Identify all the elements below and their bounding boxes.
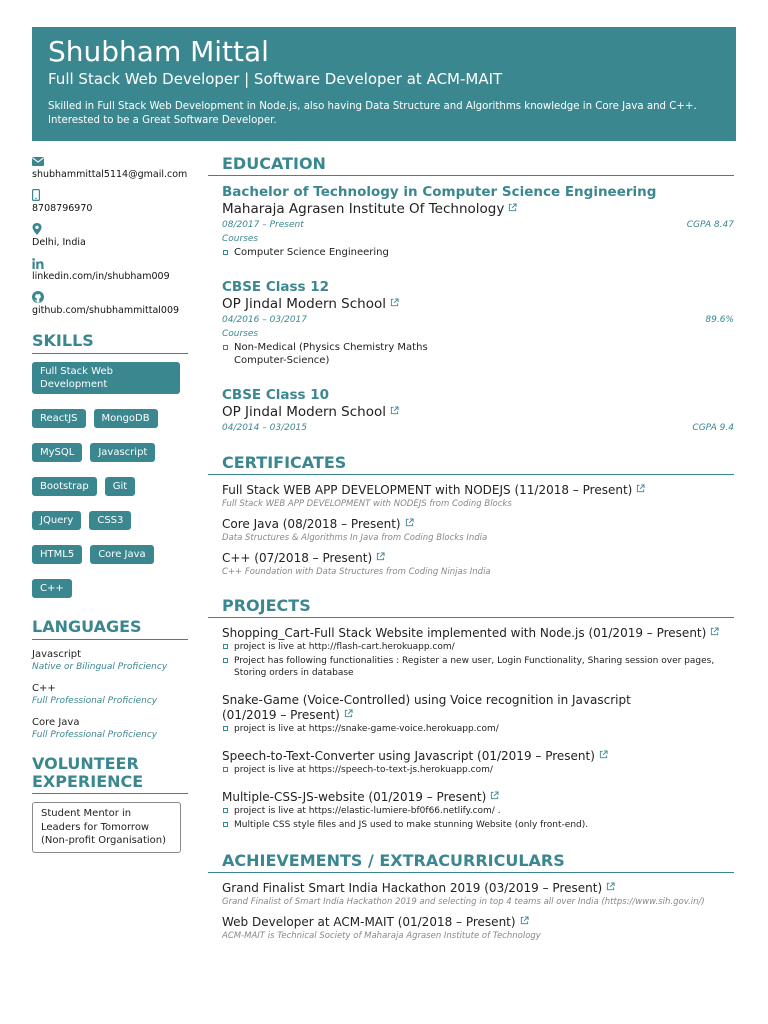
language-level: Full Professional Proficiency xyxy=(32,696,158,706)
skill-tag: MongoDB xyxy=(94,409,158,428)
achievement-item xyxy=(222,881,734,908)
certificate-subtitle: Full Stack WEB APP DEVELOPMENT with NODEJS from Coding Blocks xyxy=(222,499,512,509)
language-item xyxy=(32,716,188,741)
education-score: 89.6% xyxy=(705,315,734,325)
achievements-heading: ACHIEVEMENTS / EXTRACURRICULARS xyxy=(208,851,734,873)
email-text: shubhammittal5114@gmail.com xyxy=(32,169,188,180)
project-title[interactable]: Snake-Game (Voice-Controlled) using Voice recognition in Javascript (01/2019 – Present) xyxy=(222,693,631,722)
achievement-subtitle: Grand Finalist of Smart India Hackathon 2019 and selecting in top 4 teams all over India (https://www.sih.gov.in/) xyxy=(222,897,705,907)
github-text: github.com/shubhammittal009 xyxy=(32,305,180,316)
certificate-item xyxy=(222,517,734,544)
project-item xyxy=(222,626,734,679)
candidate-tagline: Full Stack Web Developer | Software Developer at ACM-MAIT xyxy=(48,70,503,88)
education-meta xyxy=(222,218,734,232)
skill-tag: Full Stack Web Development xyxy=(32,362,180,394)
certificates-heading: CERTIFICATES xyxy=(208,453,734,475)
external-link-icon[interactable] xyxy=(599,750,608,759)
left-column xyxy=(32,154,188,853)
certificate-title[interactable]: Full Stack WEB APP DEVELOPMENT with NODEJS (11/2018 – Present) xyxy=(222,483,734,498)
institute-name[interactable]: Maharaja Agrasen Institute Of Technology xyxy=(222,201,734,218)
course-item: Computer Science Engineering xyxy=(222,246,734,259)
education-item xyxy=(222,279,734,367)
resume-header xyxy=(32,27,736,141)
volunteer-item: Student Mentor in Leaders for Tomorrow (Non-profit Organisation) xyxy=(32,802,181,853)
project-item xyxy=(222,790,734,831)
courses-label: Courses xyxy=(222,234,259,244)
project-bullet: Multiple CSS style files and JS used to make stunning Website (only front-end). xyxy=(222,819,734,831)
contact-location xyxy=(32,222,188,249)
degree-title: CBSE Class 12 xyxy=(222,279,330,295)
certificate-title[interactable]: C++ (07/2018 – Present) xyxy=(222,551,734,566)
language-level: Full Professional Proficiency xyxy=(32,730,158,740)
projects-heading: PROJECTS xyxy=(208,596,734,618)
language-name: Javascript xyxy=(32,649,81,660)
education-score: CGPA 9.4 xyxy=(692,423,734,433)
institute-name[interactable]: OP Jindal Modern School xyxy=(222,296,734,313)
external-link-icon[interactable] xyxy=(390,298,399,307)
achievement-subtitle: ACM-MAIT is Technical Society of Maharaja Agrasen Institute of Technology xyxy=(222,931,541,941)
skill-tag: MySQL xyxy=(32,443,82,462)
email-icon xyxy=(32,154,188,168)
project-bullet: project is live at https://elastic-lumiere-bf0f66.netlify.com/ . xyxy=(222,805,734,817)
skill-tag: Javascript xyxy=(90,443,155,462)
project-title[interactable]: Multiple-CSS-JS-website (01/2019 – Present) xyxy=(222,790,734,805)
achievement-item xyxy=(222,915,734,942)
language-item xyxy=(32,682,188,707)
education-meta xyxy=(222,421,734,435)
project-bullet: Project has following functionalities : Register a new user, Login Functionality, Sharing session over pages, Storing orders in database xyxy=(222,655,734,679)
education-dates: 08/2017 – Present xyxy=(222,220,304,230)
skill-tag: CSS3 xyxy=(89,511,131,530)
language-item xyxy=(32,648,188,673)
external-link-icon[interactable] xyxy=(710,627,719,636)
candidate-summary: Skilled in Full Stack Web Development in Node.js, also having Data Structure and Algorithms knowledge in Core Java and C++. Interested to be a Great Software Developer. xyxy=(48,101,697,126)
language-name: C++ xyxy=(32,683,56,694)
certificate-item xyxy=(222,483,734,510)
phone-icon xyxy=(32,188,188,202)
institute-name[interactable]: OP Jindal Modern School xyxy=(222,404,734,421)
external-link-icon[interactable] xyxy=(490,791,499,800)
education-dates: 04/2014 – 03/2015 xyxy=(222,423,307,433)
external-link-icon[interactable] xyxy=(405,518,414,527)
skill-tag: Git xyxy=(105,477,135,496)
external-link-icon[interactable] xyxy=(376,552,385,561)
github-icon xyxy=(32,290,188,304)
language-name: Core Java xyxy=(32,717,80,728)
linkedin-text: linkedin.com/in/shubham009 xyxy=(32,271,170,282)
bullet-square-icon xyxy=(223,767,228,772)
bullet-square-icon xyxy=(223,644,228,649)
skill-tag: HTML5 xyxy=(32,545,82,564)
external-link-icon[interactable] xyxy=(606,882,615,891)
education-item xyxy=(222,184,734,259)
external-link-icon[interactable] xyxy=(390,406,399,415)
courses-label: Courses xyxy=(222,329,259,339)
location-text: Delhi, India xyxy=(32,237,86,248)
skill-tag: JQuery xyxy=(32,511,81,530)
certificate-subtitle: Data Structures & Algorithms In Java from Coding Blocks India xyxy=(222,533,488,543)
phone-text: 8708796970 xyxy=(32,203,93,214)
degree-title: CBSE Class 10 xyxy=(222,387,330,403)
external-link-icon[interactable] xyxy=(344,709,353,718)
bullet-square-icon xyxy=(223,345,228,350)
education-score: CGPA 8.47 xyxy=(686,220,734,230)
degree-title: Bachelor of Technology in Computer Science Engineering xyxy=(222,184,657,200)
contact-github[interactable] xyxy=(32,290,188,317)
skill-tag: ReactJS xyxy=(32,409,86,428)
achievement-title[interactable]: Web Developer at ACM-MAIT (01/2018 – Present) xyxy=(222,915,734,930)
volunteer-heading: VOLUNTEER EXPERIENCE xyxy=(32,755,188,794)
education-heading: EDUCATION xyxy=(208,154,734,176)
certificate-title[interactable]: Core Java (08/2018 – Present) xyxy=(222,517,734,532)
skill-tag: C++ xyxy=(32,579,72,598)
project-bullet: project is live at https://snake-game-voice.herokuapp.com/ xyxy=(222,723,734,735)
skills-heading: SKILLS xyxy=(32,331,188,354)
achievement-title[interactable]: Grand Finalist Smart India Hackathon 2019 (03/2019 – Present) xyxy=(222,881,734,896)
skill-tag: Core Java xyxy=(90,545,153,564)
external-link-icon[interactable] xyxy=(636,484,645,493)
project-item xyxy=(222,693,734,735)
linkedin-icon xyxy=(32,256,188,270)
course-item: Non-Medical (Physics Chemistry Maths Computer-Science) xyxy=(222,341,452,367)
contact-phone xyxy=(32,188,188,215)
education-dates: 04/2016 – 03/2017 xyxy=(222,315,307,325)
education-item xyxy=(222,387,734,435)
certificate-item xyxy=(222,551,734,578)
project-bullet: project is live at http://flash-cart.herokuapp.com/ xyxy=(222,641,734,653)
project-bullet: project is live at https://speech-to-text-js.herokuapp.com/ xyxy=(222,764,734,776)
skills-list xyxy=(32,362,188,613)
languages-heading: LANGUAGES xyxy=(32,617,188,640)
bullet-square-icon xyxy=(223,808,228,813)
certificate-subtitle: C++ Foundation with Data Structures from Coding Ninjas India xyxy=(222,567,491,577)
candidate-name: Shubham Mittal xyxy=(48,35,269,68)
contact-email[interactable] xyxy=(32,154,188,181)
location-pin-icon xyxy=(32,222,188,236)
project-title[interactable]: Speech-to-Text-Converter using Javascript (01/2019 – Present) xyxy=(222,749,734,764)
language-level: Native or Bilingual Proficiency xyxy=(32,662,168,672)
bullet-square-icon xyxy=(223,658,228,663)
bullet-square-icon xyxy=(223,726,228,731)
bullet-square-icon xyxy=(223,822,228,827)
external-link-icon[interactable] xyxy=(520,916,529,925)
project-title[interactable]: Shopping_Cart-Full Stack Website implemented with Node.js (01/2019 – Present) xyxy=(222,626,734,641)
project-item xyxy=(222,749,734,776)
contact-linkedin[interactable] xyxy=(32,256,188,283)
bullet-square-icon xyxy=(223,250,228,255)
external-link-icon[interactable] xyxy=(508,203,517,212)
education-meta xyxy=(222,313,734,327)
skill-tag: Bootstrap xyxy=(32,477,97,496)
right-column xyxy=(222,154,734,949)
